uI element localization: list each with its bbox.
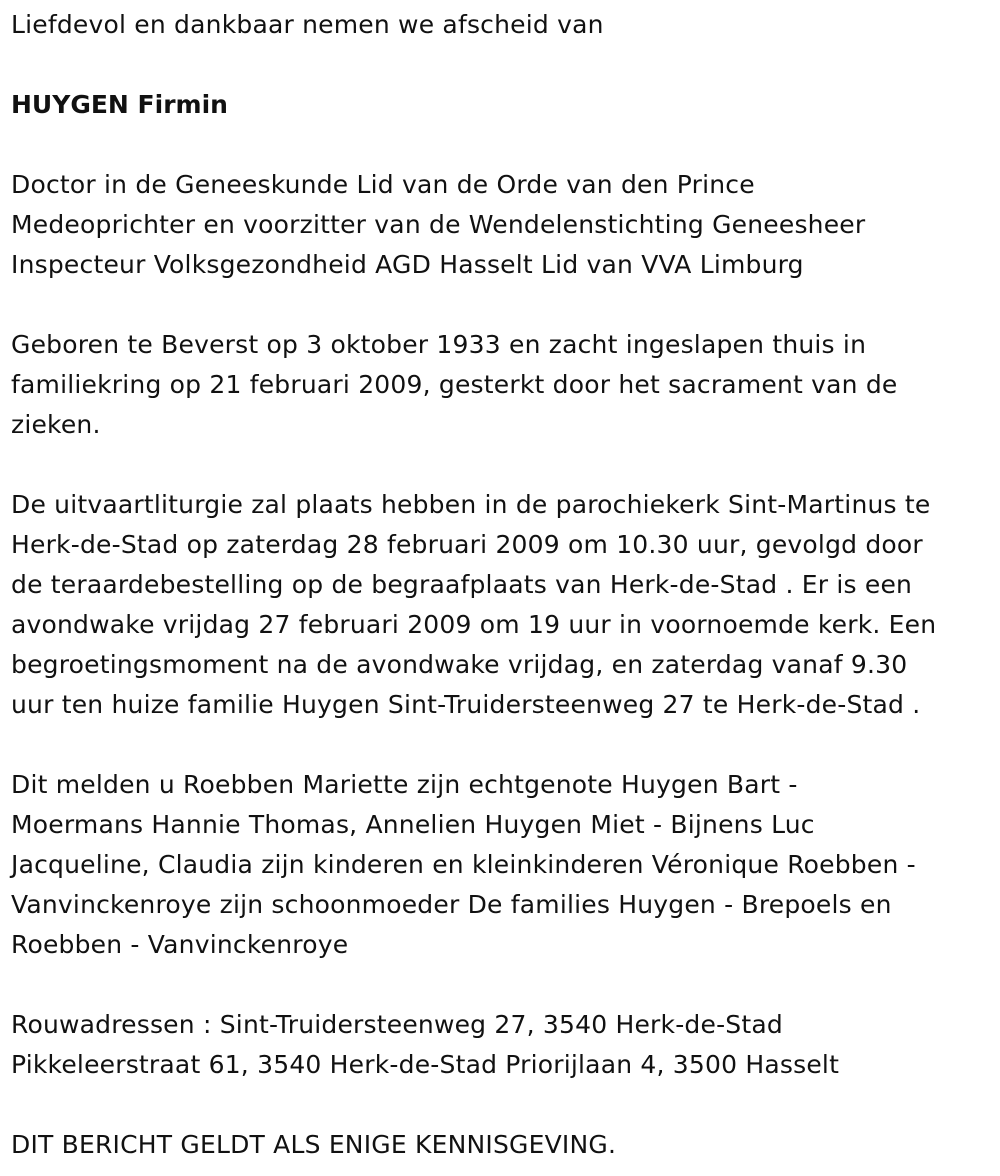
deceased-name [11, 85, 986, 125]
text-line: DIT BERICHT GELDT ALS ENIGE KENNISGEVING. [11, 1130, 617, 1159]
text-line: Geboren te Beverst op 3 oktober 1933 en zacht ingeslapen thuis in [11, 330, 867, 359]
text-line: Jacqueline, Claudia zijn kinderen en kleinkinderen Véronique Roebben - [11, 850, 916, 879]
text-line: Moermans Hannie Thomas, Annelien Huygen Miet - Bijnens Luc [11, 810, 815, 839]
titles-paragraph [11, 165, 986, 285]
text-line: Medeoprichter en voorzitter van de Wendelenstichting Geneesheer [11, 210, 866, 239]
notice-paragraph [11, 1125, 986, 1165]
text-line: Roebben - Vanvinckenroye [11, 930, 349, 959]
text-line: uur ten huize familie Huygen Sint-Truidersteenweg 27 te Herk-de-Stad . [11, 690, 921, 719]
text-line: Herk-de-Stad op zaterdag 28 februari 2009 om 10.30 uur, gevolgd door [11, 530, 923, 559]
text-line: Vanvinckenroye zijn schoonmoeder De families Huygen - Brepoels en [11, 890, 892, 919]
text-line: familiekring op 21 februari 2009, gesterkt door het sacrament van de [11, 370, 898, 399]
intro-text [11, 5, 986, 45]
text-line: Doctor in de Geneeskunde Lid van de Orde van den Prince [11, 170, 755, 199]
family-paragraph [11, 765, 986, 965]
text-line: Pikkeleerstraat 61, 3540 Herk-de-Stad Priorijlaan 4, 3500 Hasselt [11, 1050, 840, 1079]
text-line: de teraardebestelling op de begraafplaats van Herk-de-Stad . Er is een [11, 570, 913, 599]
text-line: avondwake vrijdag 27 februari 2009 om 19 uur in voornoemde kerk. Een [11, 610, 937, 639]
funeral-paragraph [11, 485, 986, 725]
birth-paragraph [11, 325, 986, 445]
text-line: De uitvaartliturgie zal plaats hebben in de parochiekerk Sint-Martinus te [11, 490, 931, 519]
text-line: Liefdevol en dankbaar nemen we afscheid van [11, 10, 604, 39]
text-line: Rouwadressen : Sint-Truidersteenweg 27, 3540 Herk-de-Stad [11, 1010, 783, 1039]
text-line: begroetingsmoment na de avondwake vrijdag, en zaterdag vanaf 9.30 [11, 650, 908, 679]
name-line: HUYGEN Firmin [11, 90, 228, 119]
text-line: Inspecteur Volksgezondheid AGD Hasselt Lid van VVA Limburg [11, 250, 804, 279]
addresses-paragraph [11, 1005, 986, 1085]
obituary-document [11, 0, 986, 1165]
text-line: zieken. [11, 410, 101, 439]
text-line: Dit melden u Roebben Mariette zijn echtgenote Huygen Bart - [11, 770, 798, 799]
